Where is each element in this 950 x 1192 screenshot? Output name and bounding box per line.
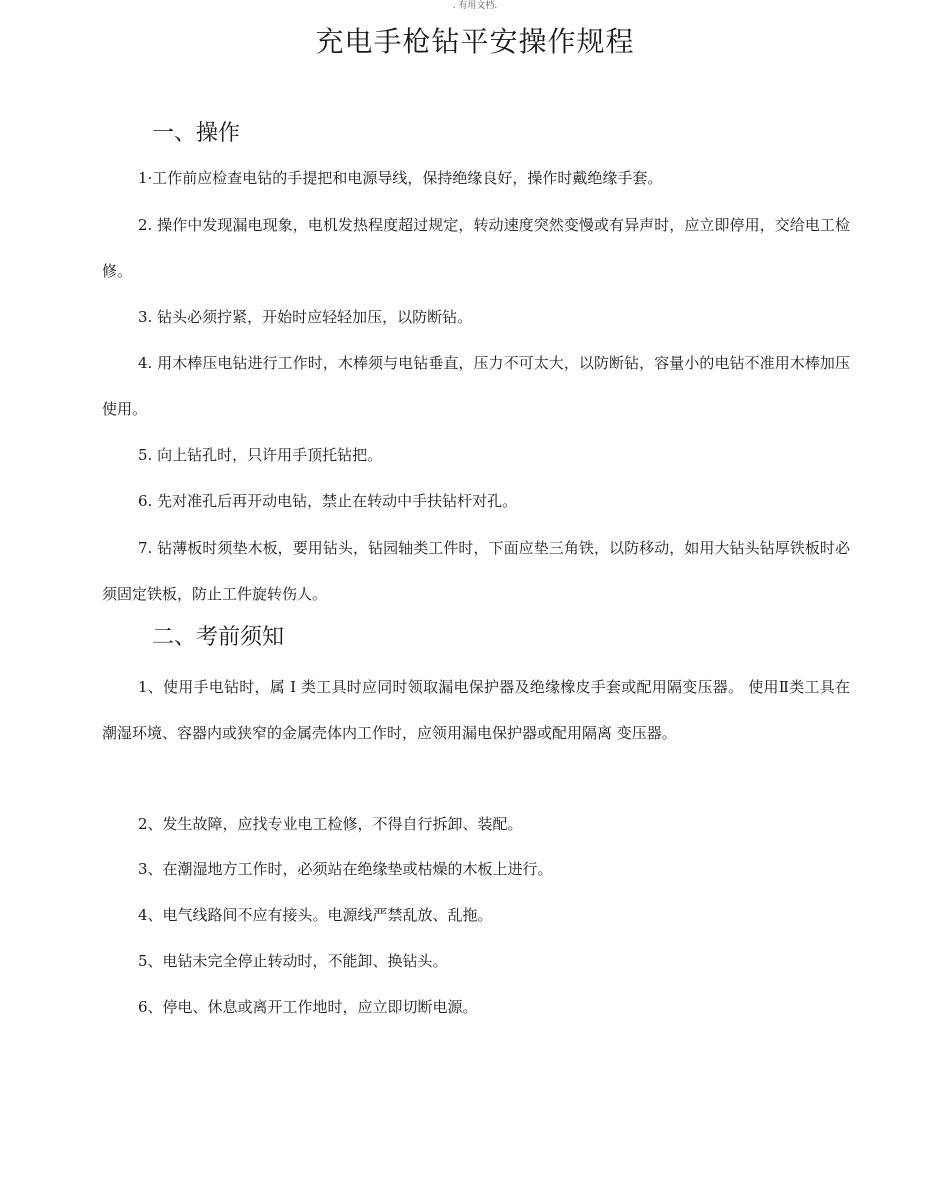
section-heading-notes: 二、考前须知 [152, 625, 285, 650]
section-heading-operation: 一、操作 [152, 121, 241, 146]
operation-item-3: 3. 钻头必须拧紧，开始时应轻轻加压，以防断钻。 [138, 308, 473, 326]
operation-item-4: 4. 用木棒压电钻进行工作时，木棒须与电钻垂直，压力不可太大，以防断钻，容量小的电钻不准用木棒加压使用。 [102, 354, 850, 418]
notes-item-5: 5、电钻未完全停止转动时，不能卸、换钻头。 [138, 952, 448, 970]
notes-item-6: 6、停电、休息或离开工作地时，应立即切断电源。 [138, 998, 478, 1016]
notes-item-4: 4、电气线路间不应有接头。电源线严禁乱放、乱拖。 [138, 906, 493, 924]
operation-item-6: 6. 先对准孔后再开动电钻，禁止在转动中手扶钻杆对孔。 [138, 492, 518, 510]
operation-item-2: 2. 操作中发现漏电现象，电机发热程度超过规定，转动速度突然变慢或有异声时，应立即停用，交给电工检修。 [102, 216, 850, 280]
notes-item-2: 2、发生故障，应找专业电工检修，不得自行拆卸、装配。 [138, 815, 523, 833]
header-note: . 有用文档. [452, 1, 498, 11]
operation-item-1: 1·工作前应检查电钻的手提把和电源导线，保持绝缘良好，操作时戴绝缘手套。 [138, 169, 663, 187]
notes-item-3: 3、在潮湿地方工作时，必须站在绝缘垫或枯燥的木板上进行。 [138, 860, 553, 878]
operation-item-7: 7. 钻薄板时须垫木板，要用钻头，钻园轴类工件时，下面应垫三角铁，以防移动，如用大钻头钻厚铁板时必须固定铁板，防止工件旋转伤人。 [102, 539, 850, 603]
notes-item-1: 1、使用手电钻时，属 I 类工具时应同时领取漏电保护器及绝缘橡皮手套或配用隔变压器。 使用Ⅱ类工具在潮湿环境、容器内或狭窄的金属壳体内工作时，应领用漏电保护器或配用隔离 变压器。 [102, 678, 850, 742]
document-title: 充电手枪钻平安操作规程 [315, 25, 635, 58]
operation-item-5: 5. 向上钻孔时，只许用手顶托钻把。 [138, 446, 383, 464]
